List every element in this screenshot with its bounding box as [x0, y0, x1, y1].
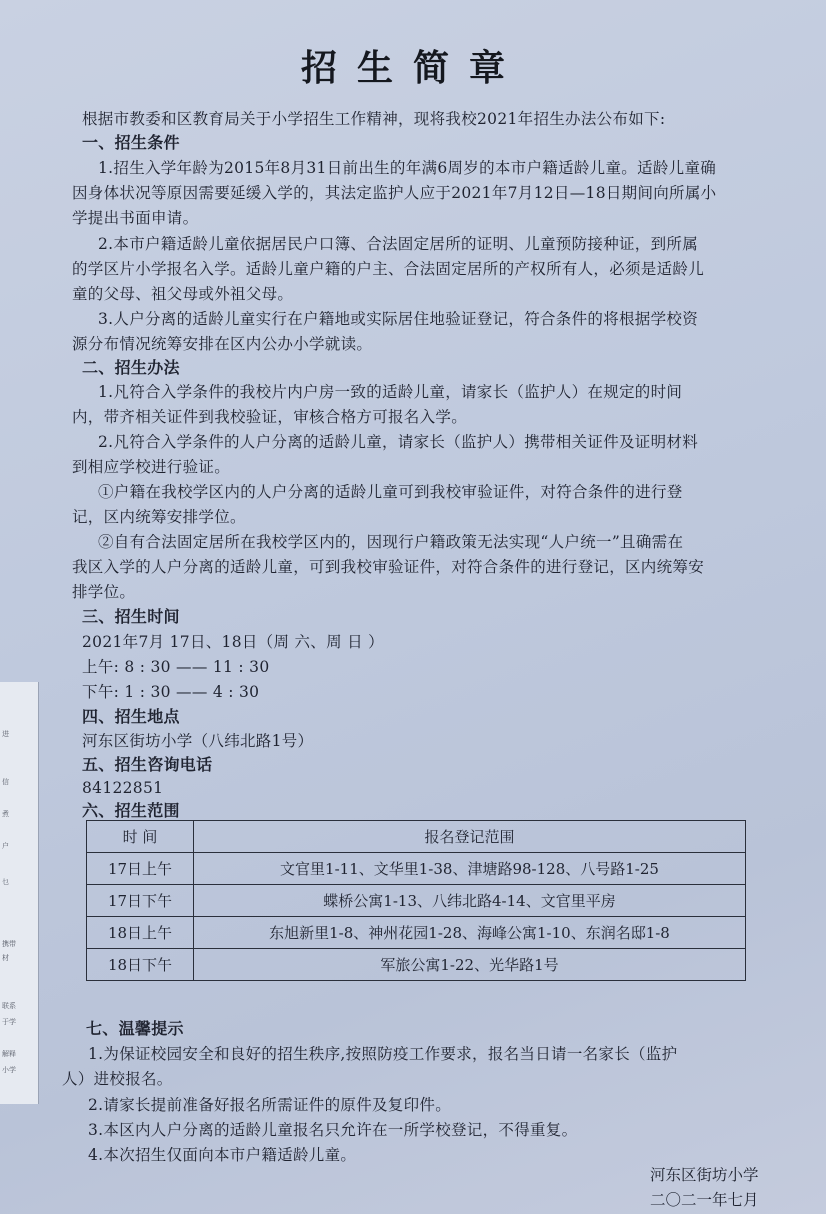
paragraph-line: ②自有合法固定居所在我校学区内的，因现行户籍政策无法实现“人户统一”且确需在	[98, 533, 684, 551]
signature-school: 河东区街坊小学	[650, 1166, 759, 1184]
side-text: 乜	[2, 878, 9, 886]
morning-hours: 上午: 8 : 30 —— 11 : 30	[82, 658, 270, 676]
table-header-range: 报名登记范围	[194, 821, 746, 853]
table-cell-time: 17日下午	[87, 885, 194, 917]
tip-line: 1.为保证校园安全和良好的招生秩序,按照防疫工作要求，报名当日请一名家长（监护	[88, 1045, 678, 1063]
table-cell-time: 18日下午	[87, 949, 194, 981]
side-text: 联系	[2, 1002, 16, 1010]
table-cell-range: 东旭新里1-8、神州花园1-28、海峰公寓1-10、东润名邸1-8	[194, 917, 746, 949]
side-text: 于学	[2, 1018, 16, 1026]
side-text: 材	[2, 954, 9, 962]
side-text: 信	[2, 778, 9, 786]
adjacent-notice-edge	[0, 682, 39, 1104]
paragraph-line: 记，区内统筹安排学位。	[72, 508, 246, 526]
paragraph-line: 因身体状况等原因需要延缓入学的，其法定监护人应于2021年7月12日—18日期间向所属小	[72, 184, 717, 202]
table-cell-range: 军旅公寓1-22、光华路1号	[194, 949, 746, 981]
side-text: 进	[2, 730, 9, 738]
intro-text: 根据市教委和区教育局关于小学招生工作精神，现将我校2021年招生办法公布如下:	[82, 110, 666, 128]
table-cell-time: 18日上午	[87, 917, 194, 949]
section-heading-phone: 五、招生咨询电话	[82, 755, 213, 774]
paragraph-line: 1.招生入学年龄为2015年8月31日前出生的年满6周岁的本市户籍适龄儿童。适龄儿童确	[98, 159, 717, 177]
table-cell-time: 17日上午	[87, 853, 194, 885]
table-cell-range: 文官里1-11、文华里1-38、津塘路98-128、八号路1-25	[194, 853, 746, 885]
section-heading-range: 六、招生范围	[82, 801, 180, 820]
tip-line: 4.本次招生仅面向本市户籍适龄儿童。	[88, 1146, 357, 1164]
section-heading-tips: 七、温馨提示	[86, 1019, 184, 1038]
page-title: 招生简章	[300, 48, 525, 89]
side-text: 解释	[2, 1050, 16, 1058]
enrollment-location: 河东区街坊小学（八纬北路1号）	[82, 732, 314, 750]
table-cell-range: 蝶桥公寓1-13、八纬北路4-14、文官里平房	[194, 885, 746, 917]
side-text: 携带	[2, 940, 16, 948]
tip-line: 人）进校报名。	[62, 1070, 173, 1088]
paragraph-line: 学提出书面申请。	[72, 209, 199, 227]
signature-date: 二〇二一年七月	[650, 1191, 759, 1209]
paragraph-line: 的学区片小学报名入学。适龄儿童户籍的户主、合法固定居所的产权所有人，必须是适龄儿	[72, 260, 705, 278]
enrollment-dates: 2021年7月 17日、18日（周 六、周 日 ）	[82, 633, 384, 651]
paragraph-line: 我区入学的人户分离的适龄儿童，可到我校审验证件，对符合条件的进行登记，区内统筹安	[72, 558, 705, 576]
paragraph-line: 排学位。	[72, 583, 136, 601]
side-text: 户	[2, 842, 9, 850]
section-heading-method: 二、招生办法	[82, 358, 180, 377]
tip-line: 2.请家长提前准备好报名所需证件的原件及复印件。	[88, 1096, 451, 1114]
section-heading-location: 四、招生地点	[82, 707, 180, 726]
paragraph-line: 源分布情况统筹安排在区内公办小学就读。	[72, 335, 373, 353]
section-heading-conditions: 一、招生条件	[82, 133, 180, 152]
table-row	[87, 949, 746, 981]
section-heading-time: 三、招生时间	[82, 607, 180, 626]
table-row	[87, 885, 746, 917]
table-row	[87, 917, 746, 949]
side-text: 小学	[2, 1066, 16, 1074]
table-header-row	[87, 821, 746, 853]
afternoon-hours: 下午: 1 : 30 —— 4 : 30	[82, 683, 260, 701]
paragraph-line: 1.凡符合入学条件的我校片内户房一致的适龄儿童，请家长（监护人）在规定的时间	[98, 383, 683, 401]
paragraph-line: 3.人户分离的适龄儿童实行在户籍地或实际居住地验证登记，符合条件的将根据学校资	[98, 310, 698, 328]
paragraph-line: 2.凡符合入学条件的人户分离的适龄儿童，请家长（监护人）携带相关证件及证明材料	[98, 433, 698, 451]
table-row	[87, 853, 746, 885]
side-text: 煮	[2, 810, 9, 818]
paragraph-line: 到相应学校进行验证。	[72, 458, 231, 476]
paragraph-line: ①户籍在我校学区内的人户分离的适龄儿童可到我校审验证件，对符合条件的进行登	[98, 483, 683, 501]
paragraph-line: 2.本市户籍适龄儿童依据居民户口簿、合法固定居所的证明、儿童预防接种证，到所属	[98, 235, 698, 253]
tip-line: 3.本区内人户分离的适龄儿童报名只允许在一所学校登记，不得重复。	[88, 1121, 578, 1139]
paragraph-line: 内，带齐相关证件到我校验证，审核合格方可报名入学。	[72, 408, 468, 426]
phone-number: 84122851	[82, 779, 164, 797]
table-header-time: 时 间	[87, 821, 194, 853]
enrollment-range-table	[86, 820, 746, 981]
paragraph-line: 童的父母、祖父母或外祖父母。	[72, 285, 294, 303]
